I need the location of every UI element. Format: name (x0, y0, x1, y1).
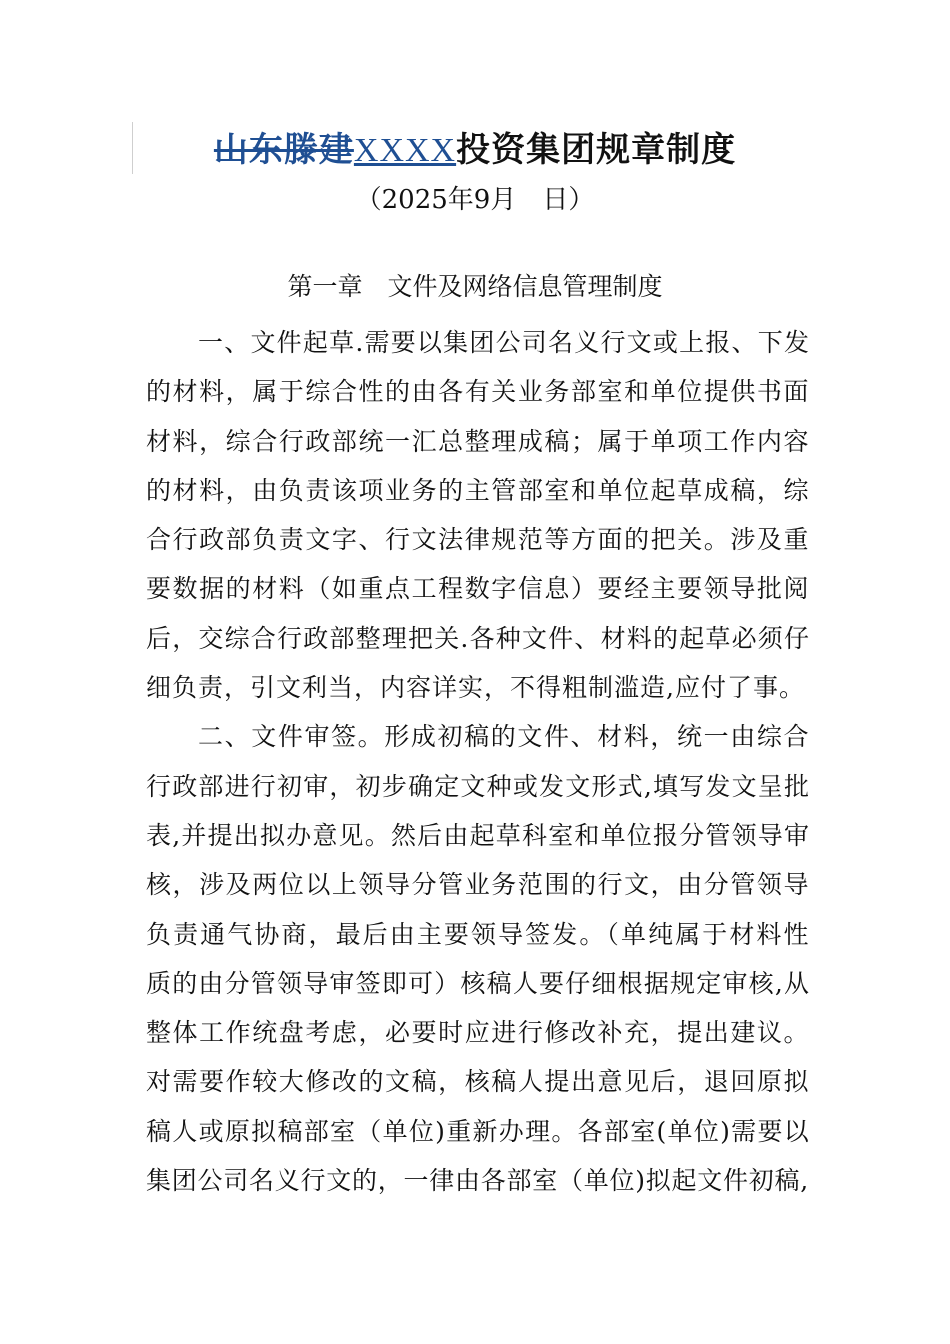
paragraph-line: 材料，综合行政部统一汇总整理成稿；属于单项工作内容 (146, 426, 810, 456)
paragraph-line: 核，涉及两位以上领导分管业务范围的行文，由分管领导 (146, 870, 810, 900)
paragraph-line: 一、文件起草.需要以集团公司名义行文或上报、下发 (198, 328, 810, 357)
paragraph-line: 表,并提出拟办意见。然后由起草科室和单位报分管领导审 (146, 820, 810, 850)
paragraph-line: 后，交综合行政部整理把关.各种文件、材料的起草必须仔 (146, 623, 810, 653)
title-main-text: 投资集团规章制度 (456, 130, 737, 170)
paragraph-line: 负责通气协商，最后由主要领导签发。（单纯属于材料性 (146, 919, 810, 949)
title-deleted-text: 山东滕建 (213, 130, 354, 170)
paragraph-line: 二、文件审签。形成初稿的文件、材料，统一由综合 (198, 722, 810, 752)
paragraph (146, 712, 810, 1205)
paragraph-line: 细负责，引文利当，内容详实，不得粗制滥造,应付了事。 (146, 673, 805, 703)
paragraph-line: 整体工作统盘考虑，必要时应进行修改补充，提出建议。 (146, 1018, 810, 1048)
paragraph (146, 318, 810, 712)
paragraph-line: 的材料，属于综合性的由各有关业务部室和单位提供书面 (146, 377, 810, 407)
document-title (0, 124, 950, 177)
title-inserted-text: XXXX (353, 132, 457, 169)
paragraph-line: 集团公司名义行文的，一律由各部室（单位)拟起文件初稿, (146, 1166, 809, 1196)
paragraph-line: 合行政部负责文字、行文法律规范等方面的把关。涉及重 (146, 525, 810, 555)
chapter-heading: 第一章 文件及网络信息管理制度 (287, 272, 663, 301)
paragraph-line: 对需要作较大修改的文稿，核稿人提出意见后，退回原拟 (146, 1067, 810, 1097)
document-date: （2025年9月 日） (355, 185, 595, 215)
paragraph-line: 要数据的材料（如重点工程数字信息）要经主要领导批阅 (146, 574, 810, 604)
document-body (146, 318, 810, 1205)
paragraph-line: 质的由分管领导审签即可）核稿人要仔细根据规定审核,从 (146, 968, 810, 998)
paragraph-line: 行政部进行初审，初步确定文种或发文形式,填写发文呈批 (146, 771, 810, 801)
paragraph-line: 的材料，由负责该项业务的主管部室和单位起草成稿，综 (146, 475, 810, 505)
paragraph-line: 稿人或原拟稿部室（单位)重新办理。各部室(单位)需要以 (146, 1116, 810, 1146)
